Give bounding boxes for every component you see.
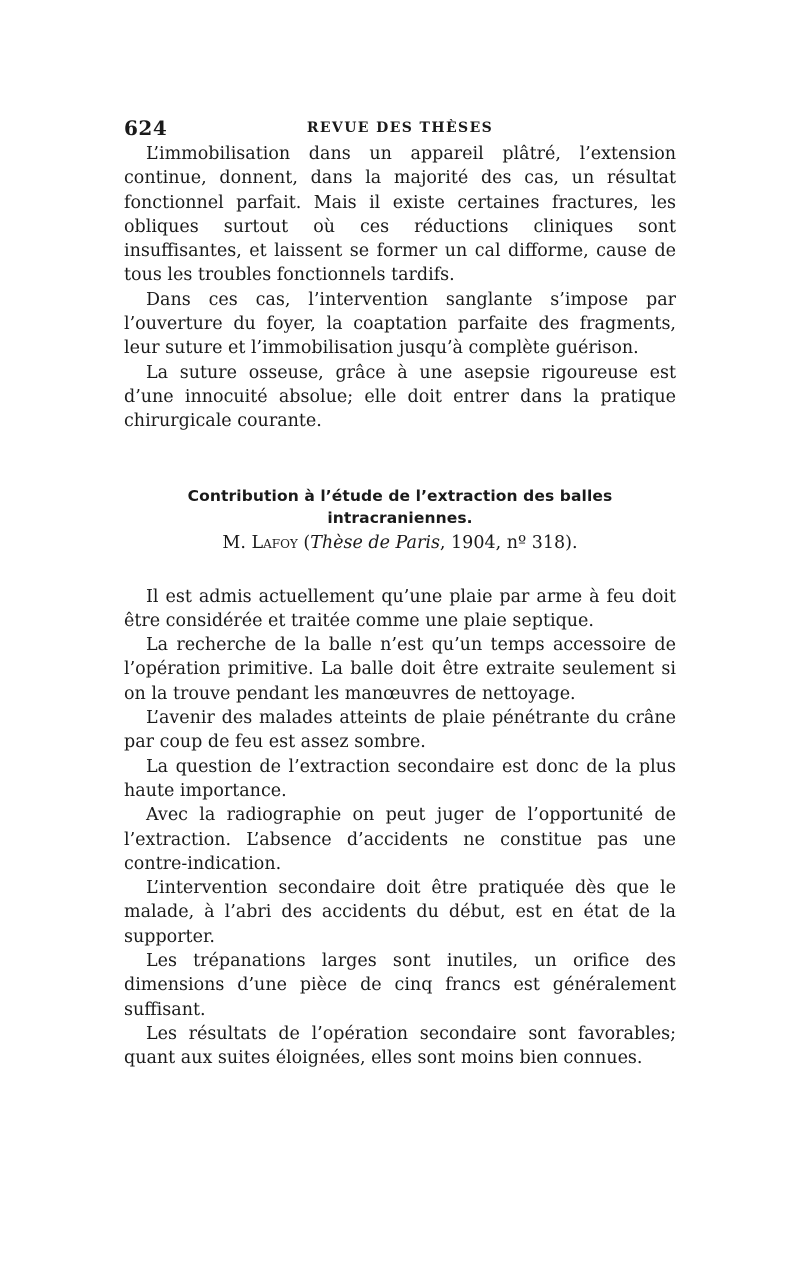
- page-number: 624: [124, 116, 168, 140]
- author-name: Lafoy: [251, 532, 298, 553]
- article-section: [124, 485, 676, 1071]
- paragraph: La recherche de la balle n’est qu’un temps accessoire de l’opération primitive. La balle doit être extraite seulement si on la trouve pendant les manœuvres de nettoyage.: [124, 635, 676, 704]
- paragraph: L’immobilisation dans un appareil plâtré, l’extension continue, donnent, dans la majorité des cas, un résultat fonctionnel parfait. Mais il existe certaines fractures, les obliques surtout où ces réductions cliniques sont insuffisantes, et laissent se former un cal difforme, cause de tous les troubles fonctionnels tardifs.: [124, 144, 676, 286]
- article-title: Contribution à l’étude de l’extraction des balles intracraniennes.: [187, 486, 613, 527]
- paragraph: L’avenir des malades atteints de plaie pénétrante du crâne par coup de feu est assez sombre.: [124, 708, 676, 753]
- thesis-details: , 1904, nº 318).: [439, 532, 578, 553]
- ref-open: (: [297, 532, 311, 553]
- paragraph: Dans ces cas, l’intervention sanglante s’impose par l’ouverture du foyer, la coaptation parfaite des fragments, leur suture et l’immobilisation jusqu’à complète guérison.: [124, 289, 676, 359]
- intro-section: [124, 142, 676, 434]
- author-prefix: M.: [222, 532, 252, 553]
- running-head: [124, 112, 676, 142]
- heading-gap: [124, 555, 676, 585]
- paragraph: Les trépanations larges sont inutiles, un orifice des dimensions d’une pièce de cinq francs est généralement suffisant.: [124, 951, 676, 1020]
- journal-title: REVUE DES THÈSES: [306, 120, 494, 136]
- section-gap: [124, 434, 676, 485]
- paragraph: Il est admis actuellement qu’une plaie par arme à feu doit être considérée et traitée comme une plaie septique.: [124, 586, 676, 631]
- document-page: [124, 112, 676, 1071]
- paragraph: L’intervention secondaire doit être pratiquée dès que le malade, à l’abri des accidents du début, est en état de la supporter.: [124, 878, 676, 947]
- paragraph: Avec la radiographie on peut juger de l’opportunité de l’extraction. L’absence d’accidents ne constitue pas une contre-indication.: [124, 805, 676, 874]
- paragraph: Les résultats de l’opération secondaire sont favorables; quant aux suites éloignées, elles sont moins bien connues.: [124, 1023, 676, 1069]
- thesis-reference: Thèse de Paris: [310, 532, 440, 553]
- article-byline: [124, 531, 676, 555]
- paragraph: La suture osseuse, grâce à une asepsie rigoureuse est d’une innocuité absolue; elle doit entrer dans la pratique chirurgicale courante.: [124, 362, 676, 432]
- paragraph: La question de l’extraction secondaire est donc de la plus haute importance.: [124, 756, 676, 801]
